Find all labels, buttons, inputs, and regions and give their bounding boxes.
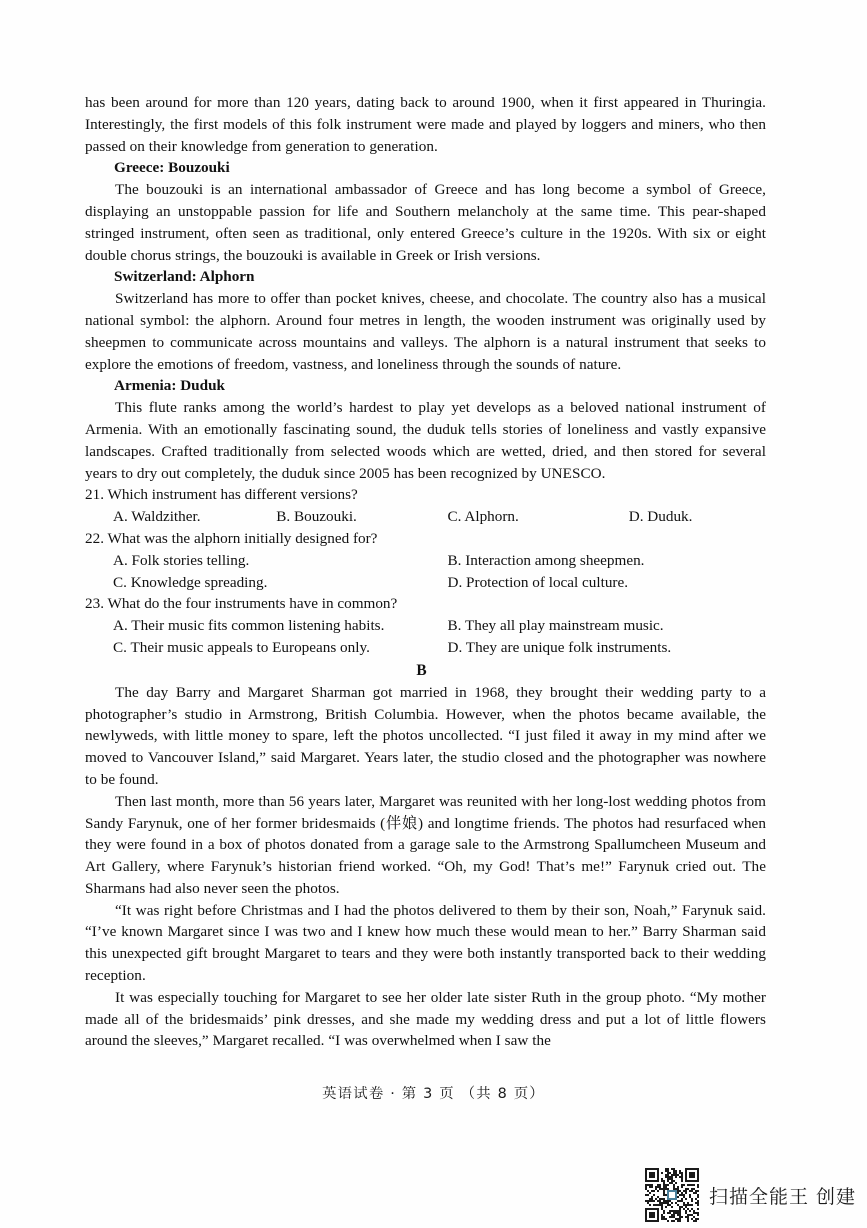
question-22-option-c[interactable]: C. Knowledge spreading. — [113, 573, 268, 591]
question-22-options-row-1 — [85, 550, 766, 572]
passage-b-paragraph-3: “It was right before Christmas and I had the photos delivered to them by their son, Noah,” Farynuk said. “I’ve known Margaret since I was two and I knew how much these would mean to her.” Barry Sharman said this unexpected gift brought Margaret to tears and they were both instantly transported back to their wedding reception. — [85, 901, 766, 985]
page-content — [85, 92, 766, 1052]
question-21-option-c[interactable]: C. Alphorn. — [447, 508, 519, 526]
question-21-option-b[interactable]: B. Bouzouki. — [276, 508, 357, 526]
camscanner-watermark — [645, 1168, 856, 1222]
passage-b-paragraph-4: It was especially touching for Margaret to see her older late sister Ruth in the group photo. “My mother made all of the bridesmaids’ pink dresses, and she made my wedding dress and put a lot of little flowers around the sleeves,” Margaret recalled. “I was overwhelmed when I saw the — [85, 988, 766, 1050]
question-23-option-c[interactable]: C. Their music appeals to Europeans only. — [113, 638, 370, 656]
page-footer: 英语试卷 · 第 3 页 （共 8 页） — [322, 1086, 545, 1102]
question-21-stem: 21. Which instrument has different versions? — [85, 486, 358, 504]
question-23-options-row-1 — [85, 615, 766, 637]
section-paragraph-greece: The bouzouki is an international ambassador of Greece and has long become a symbol of Greece, displaying an unstoppable passion for life and Southern melancholy at the same time. This pear-shaped stringed instrument, often seen as traditional, only entered Greece’s culture in the 1920s. With six or eight double chorus strings, the bouzouki is available in Greek or Irish versions. — [85, 181, 766, 264]
question-23-option-d[interactable]: D. They are unique folk instruments. — [447, 638, 672, 656]
section-paragraph-armenia: This flute ranks among the world’s hardest to play yet develops as a beloved national instrument of Armenia. With an emotionally fascinating sound, the duduk tells stories of loneliness and vastly expansive landscapes. Crafted traditionally from selected woods which are wetted, dried, and then stored for several years to dry out completely, the duduk since 2005 has been recognized by UNESCO. — [85, 399, 766, 482]
question-21-options — [85, 506, 766, 528]
question-22-option-a[interactable]: A. Folk stories telling. — [113, 551, 250, 569]
question-23-options-row-2 — [85, 637, 766, 659]
question-21-option-d[interactable]: D. Duduk. — [628, 508, 693, 526]
qr-code-icon — [645, 1168, 699, 1222]
section-paragraph-switzerland: Switzerland has more to offer than pocket knives, cheese, and chocolate. The country also has a musical national symbol: the alphorn. Around four metres in length, the wooden instrument was originally used by sheepmen to communicate across mountains and valleys. The alphorn is a natural instrument that seeks to explore the emotions of freedom, vastness, and loneliness through the sounds of nature. — [85, 290, 766, 373]
question-23-stem: 23. What do the four instruments have in common? — [85, 595, 398, 613]
passage-a-continued-paragraph: has been around for more than 120 years, dating back to around 1900, when it first appeared in Thuringia. Interestingly, the first models of this folk instrument were made and played by loggers and miners, who then passed on their knowledge from generation to generation. — [85, 94, 766, 155]
section-heading-switzerland: Switzerland: Alphorn — [114, 268, 255, 286]
section-heading-greece: Greece: Bouzouki — [114, 159, 230, 177]
question-22-option-d[interactable]: D. Protection of local culture. — [447, 573, 629, 591]
question-23-option-b[interactable]: B. They all play mainstream music. — [447, 617, 664, 635]
passage-b-paragraph-1: The day Barry and Margaret Sharman got married in 1968, they brought their wedding party to a photographer’s studio in Armstrong, British Columbia. However, when the photos became available, the newlyweds, with little money to spare, left the photos uncollected. “I just filed it away in my mind after we moved to Vancouver Island,” said Margaret. Years later, the studio closed and the photographer was nowhere to be found. — [85, 683, 766, 788]
question-22-stem: 22. What was the alphorn initially designed for? — [85, 529, 378, 547]
question-22-option-b[interactable]: B. Interaction among sheepmen. — [447, 551, 645, 569]
question-21-option-a[interactable]: A. Waldzither. — [113, 508, 201, 526]
question-22-options-row-2 — [85, 572, 766, 594]
question-23-option-a[interactable]: A. Their music fits common listening habits. — [113, 617, 385, 635]
passage-b-paragraph-2: Then last month, more than 56 years later, Margaret was reunited with her long-lost wedding photos from Sandy Farynuk, one of her former bridesmaids (伴娘) and longtime friends. The photos had resurfaced when they were found in a box of photos donated from a garage sale to the Armstrong Spallumcheen Museum and Art Gallery, where Farynuk’s historian friend worked. “Oh, my God! That’s me!” Farynuk cried out. The Sharmans had also never seen the photos. — [85, 792, 766, 897]
section-heading-armenia: Armenia: Duduk — [114, 377, 225, 395]
passage-b-label: B — [416, 661, 427, 679]
watermark-label: 扫描全能王 创建 — [709, 1185, 857, 1208]
